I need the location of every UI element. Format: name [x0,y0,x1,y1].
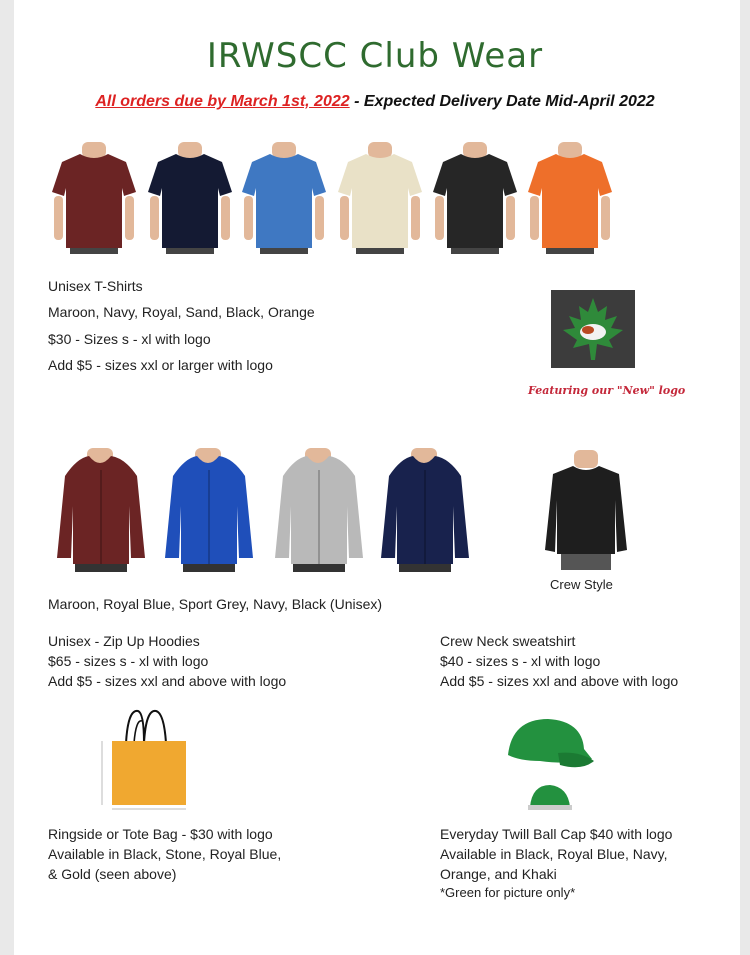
deadline-text: All orders due by March 1st, 2022 [95,93,350,110]
tote-line-3: & Gold (seen above) [48,866,177,882]
tote-line-2: Available in Black, Stone, Royal Blue, [48,846,282,862]
tshirt-heading: Unisex T-Shirts [48,278,143,294]
cap-line-2: Available in Black, Royal Blue, Navy, [440,846,668,862]
tshirt-row [50,140,620,258]
cap-line-4: *Green for picture only* [440,885,576,900]
featuring-logo-caption: Featuring our "New" logo [528,384,686,397]
delivery-date: - Expected Delivery Date Mid-April 2022 [349,93,655,110]
hoodie-extra: Add $5 - sizes xxl and above with logo [48,673,287,689]
tshirt-royal [242,142,326,254]
hoodie-price: $65 - sizes s - xl with logo [48,653,209,669]
ball-cap [500,715,596,815]
crew-style-label: Crew Style [550,577,613,592]
cap-line-1: Everyday Twill Ball Cap $40 with logo [440,826,673,842]
tote-line-1: Ringside or Tote Bag - $30 with logo [48,826,273,842]
crew-price: $40 - sizes s - xl with logo [440,653,601,669]
crew-heading: Crew Neck sweatshirt [440,633,576,649]
hoodie-heading: Unisex - Zip Up Hoodies [48,633,200,649]
maple-leaf-icon [551,290,635,368]
order-deadline [0,93,750,111]
tshirt-navy [148,142,232,254]
tshirt-extra: Add $5 - sizes xxl or larger with logo [48,357,273,373]
cap-line-3: Orange, and Khaki [440,866,557,882]
tshirt-sand [338,142,422,254]
hoodie-navy [381,448,469,572]
hoodie-maroon [57,448,145,572]
crew-extra: Add $5 - sizes xxl and above with logo [440,673,679,689]
hoodie-colors: Maroon, Royal Blue, Sport Grey, Navy, Black (Unisex) [48,596,383,612]
tote-bag [98,705,194,813]
hoodie-row [55,446,475,576]
tshirt-black [433,142,517,254]
crew-sweatshirt [543,450,629,572]
page-title: IRWSCC Club Wear [206,36,544,76]
tshirt-maroon [52,142,136,254]
hoodie-royal [165,448,253,572]
tshirt-orange [528,142,612,254]
hoodie-sport-grey [275,448,363,572]
tshirt-price: $30 - Sizes s - xl with logo [48,331,211,347]
tshirt-colors: Maroon, Navy, Royal, Sand, Black, Orange [48,304,315,320]
club-logo [551,290,635,368]
